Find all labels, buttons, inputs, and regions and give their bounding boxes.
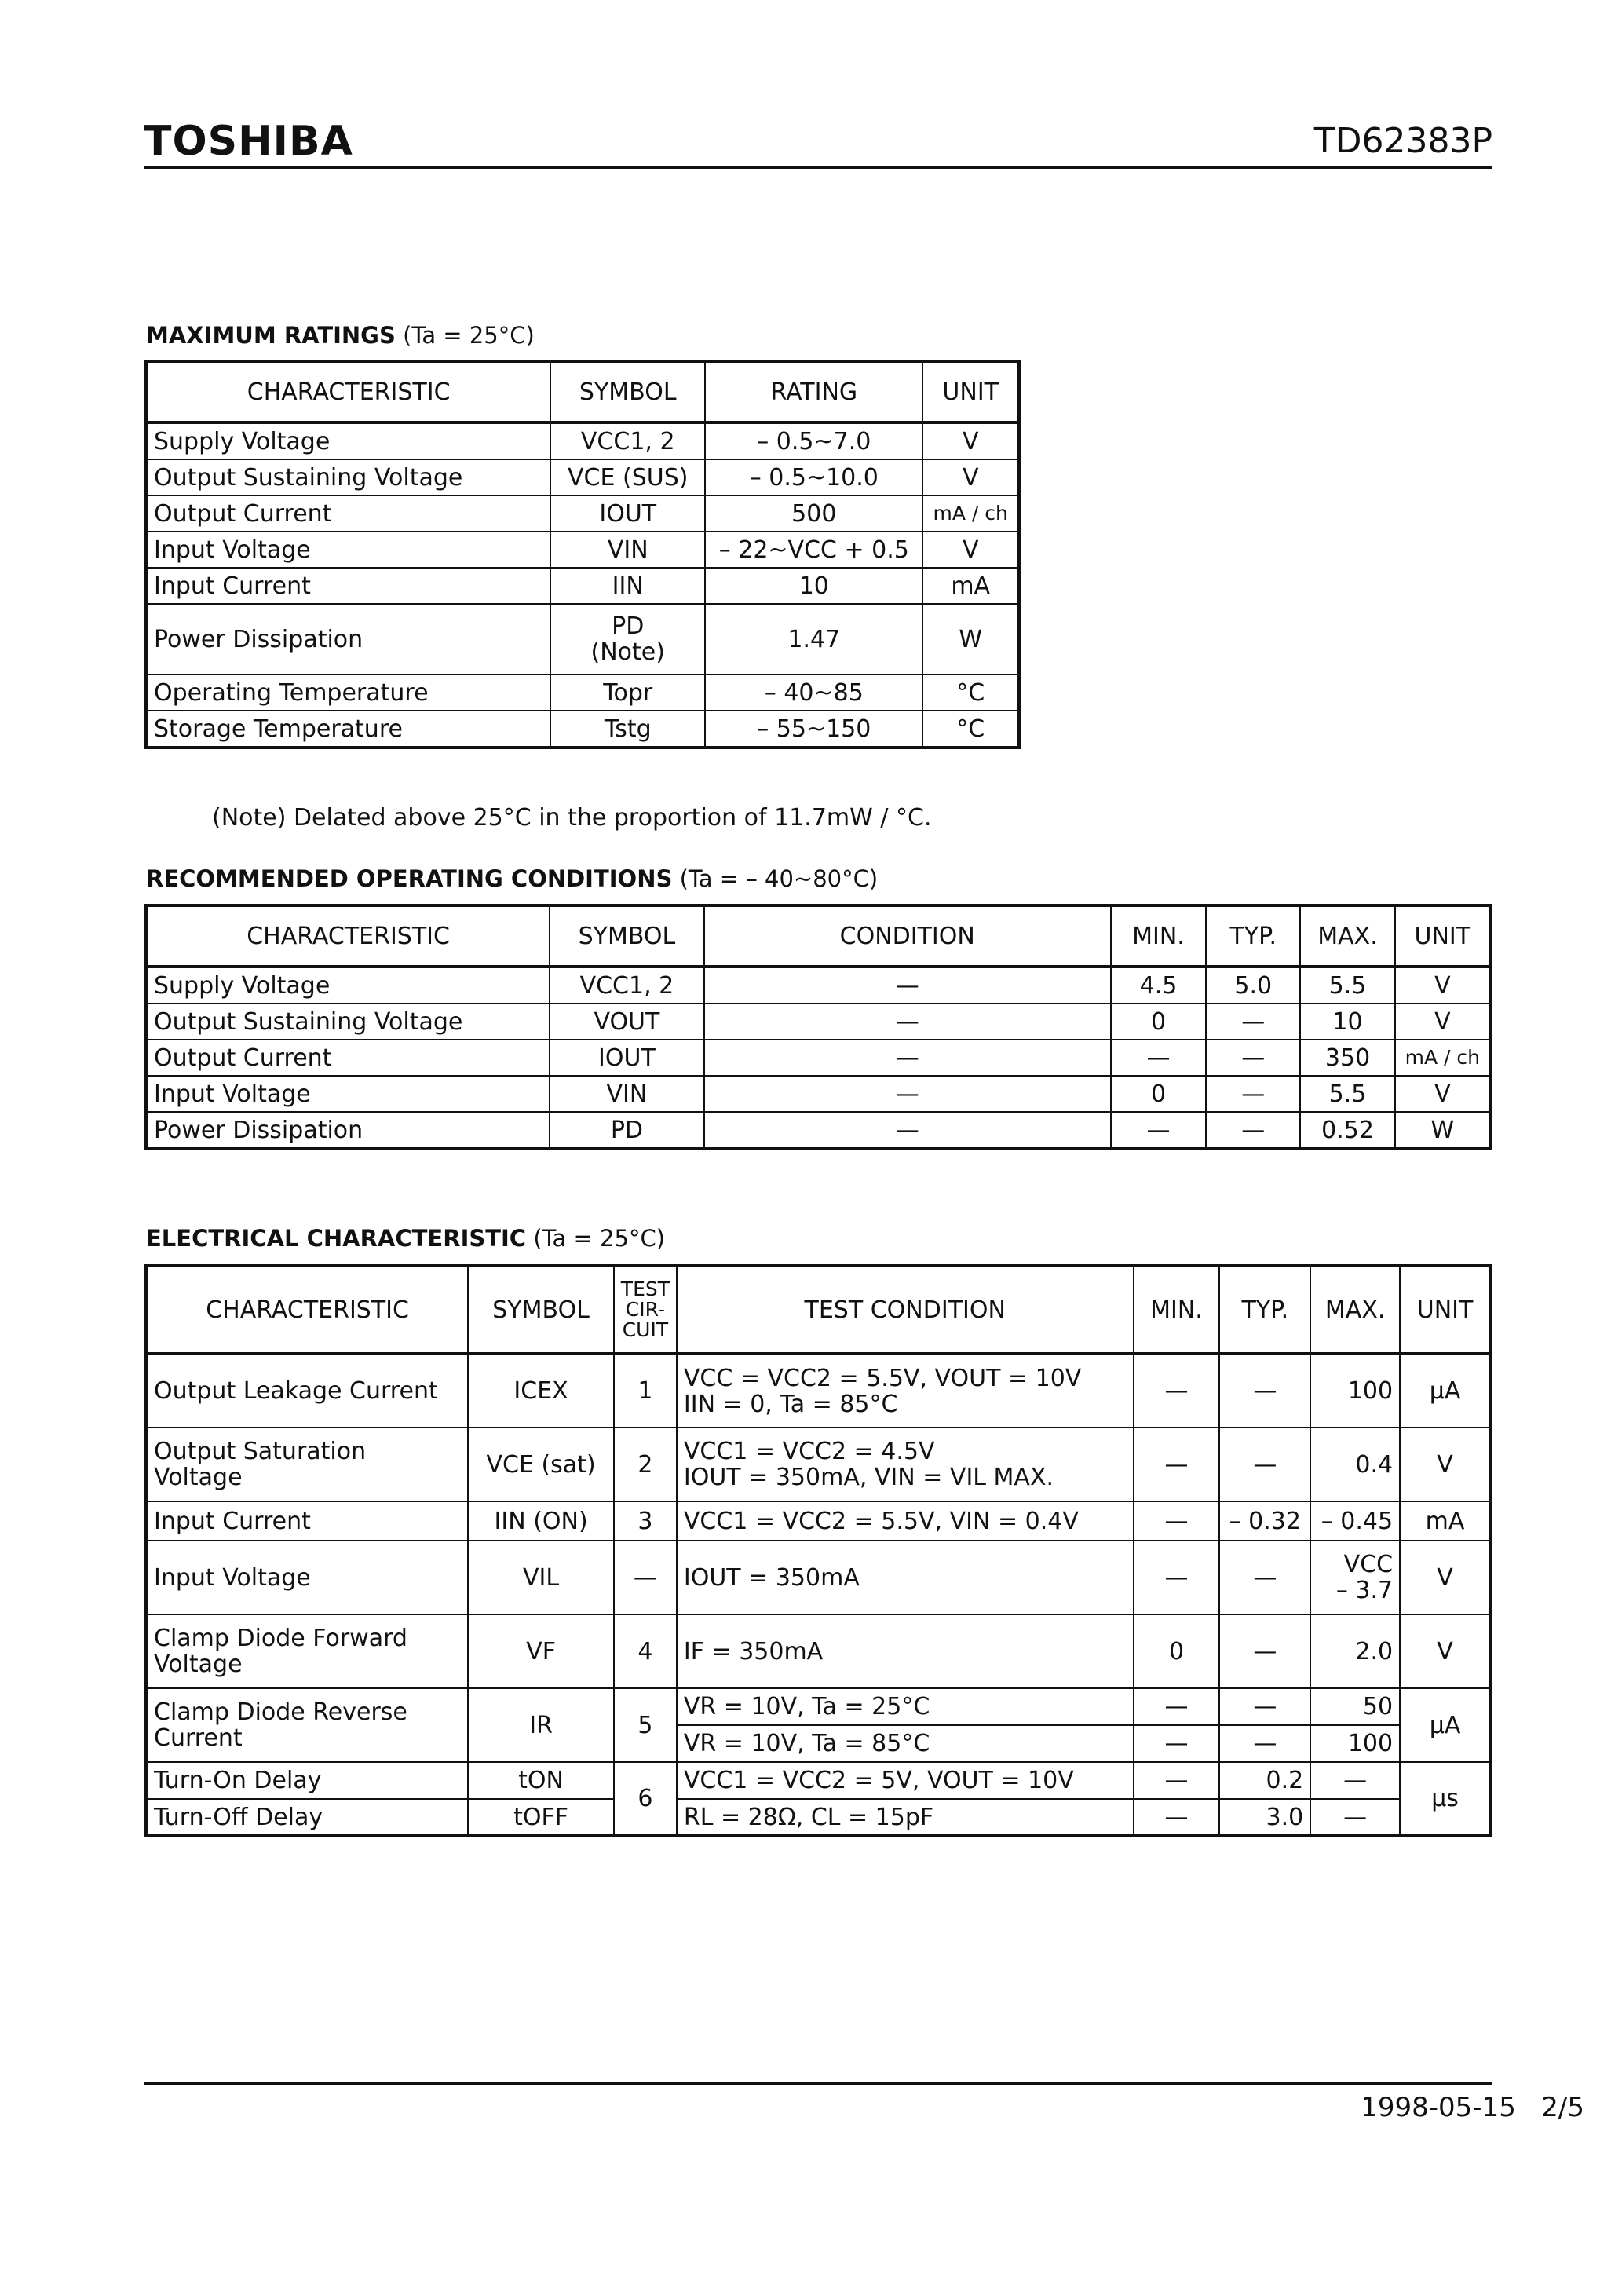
recommended-conditions-table: CHARACTERISTIC SYMBOL CONDITION MIN. TYP. MAX. UNIT Supply Voltage VCC1, 2 — 4.5 5.0 5.5 V Output Sustaining Voltage VOUT — 0 — 10 V Output Current IOUT — — — 350 mA / ch Input Voltage VIN — 0 — 5.5 V Power Dissipation PD — — — 0.52 W bbox=[144, 904, 1492, 1150]
col-symbol: SYMBOL bbox=[550, 361, 705, 422]
table-row: Clamp Diode Forward Voltage VF 4 IF = 350mA 0 — 2.0 V bbox=[146, 1614, 1491, 1688]
page-header bbox=[144, 118, 1492, 169]
table-row: Output Leakage Current ICEX 1 VCC = VCC2 = 5.5V, VOUT = 10V IIN = 0, Ta = 85°C — — 100 μA bbox=[146, 1354, 1491, 1428]
table-row: Output Saturation Voltage VCE (sat) 2 VCC1 = VCC2 = 4.5V IOUT = 350mA, VIN = VIL MAX. — — 0.4 V bbox=[146, 1428, 1491, 1501]
col-rating: RATING bbox=[705, 361, 922, 422]
table-row: Turn-On Delay tON 6 VCC1 = VCC2 = 5V, VOUT = 10V — 0.2 — μs bbox=[146, 1762, 1491, 1799]
toshiba-logo: TOSHIBA bbox=[144, 118, 353, 165]
footer-date-page: 1998-05-15 2/5 bbox=[1361, 2092, 1584, 2123]
col-unit: UNIT bbox=[922, 361, 1019, 422]
table-row: Input Voltage VIL — IOUT = 350mA — — VCC – 3.7 V bbox=[146, 1541, 1491, 1614]
max-ratings-table bbox=[144, 360, 1021, 749]
electrical-characteristic-table: CHARACTERISTIC SYMBOL TEST CIR-CUIT TEST CONDITION MIN. TYP. MAX. UNIT Output Leakage Current ICEX 1 VCC = VCC2 = 5.5V, VOUT = 10V IIN = 0, Ta = 85°C — — 100 μA Output Saturation Voltage VCE (sat) 2 VCC1 = VCC2 = 4.5V IOUT = 350mA, VIN = VIL MAX. — — 0.4 V Input Current IIN (ON) 3 VCC1 = VCC2 = 5.5V, VIN = 0.4V — – 0.32 – 0.45 mA Input Voltage VIL — IOUT = 350mA — — VCC – 3.7 V Clamp Diode Forward Voltage VF 4 IF = 350mA 0 — 2.0 V Clamp Diode Reverse Current IR 5 VR = 10V, Ta = 25°C — — 50 μA VR = 10V, Ta = 85°C — — 100 Turn-On Delay tON 6 VCC1 = VCC2 = 5V, VOUT = 10V — 0.2 — μs Turn-Off Delay tOFF RL = 28Ω, CL = 15pF — 3.0 — bbox=[144, 1264, 1492, 1837]
section-title-recommended: RECOMMENDED OPERATING CONDITIONS (Ta = – 40~80°C) bbox=[146, 865, 879, 892]
table-row: Supply Voltage VCC1, 2 – 0.5~7.0 V bbox=[146, 422, 1019, 459]
footer-rule bbox=[144, 2082, 1492, 2085]
table-row: Supply Voltage VCC1, 2 — 4.5 5.0 5.5 V bbox=[146, 967, 1491, 1004]
table-row: VR = 10V, Ta = 85°C — — 100 bbox=[146, 1725, 1491, 1762]
power-dissipation-note: (Note) Delated above 25°C in the proportion of 11.7mW / °C. bbox=[212, 804, 932, 832]
table-row: Output Sustaining Voltage VOUT — 0 — 10 V bbox=[146, 1004, 1491, 1040]
table-row: Input Current IIN (ON) 3 VCC1 = VCC2 = 5.5V, VIN = 0.4V — – 0.32 – 0.45 mA bbox=[146, 1501, 1491, 1541]
table-row: Power Dissipation PD — — — 0.52 W bbox=[146, 1112, 1491, 1149]
table-row: Output Sustaining Voltage VCE (SUS) – 0.5~10.0 V bbox=[146, 459, 1019, 495]
table-row: Power Dissipation PD (Note) 1.47 W bbox=[146, 604, 1019, 675]
table-row: Clamp Diode Reverse Current IR 5 VR = 10V, Ta = 25°C — — 50 μA bbox=[146, 1688, 1491, 1725]
table-row: Operating Temperature Topr – 40~85 °C bbox=[146, 675, 1019, 711]
table-row: Turn-Off Delay tOFF RL = 28Ω, CL = 15pF — 3.0 — bbox=[146, 1799, 1491, 1836]
table-row: Storage Temperature Tstg – 55~150 °C bbox=[146, 711, 1019, 748]
table-row: Output Current IOUT — — — 350 mA / ch bbox=[146, 1040, 1491, 1076]
table-row: Output Current IOUT 500 mA / ch bbox=[146, 495, 1019, 532]
col-characteristic: CHARACTERISTIC bbox=[146, 361, 550, 422]
section-title-max-ratings: MAXIMUM RATINGS (Ta = 25°C) bbox=[146, 322, 535, 349]
section-title-electrical: ELECTRICAL CHARACTERISTIC (Ta = 25°C) bbox=[146, 1225, 666, 1252]
part-number: TD62383P bbox=[1313, 121, 1492, 161]
table-row: Input Voltage VIN — 0 — 5.5 V bbox=[146, 1076, 1491, 1112]
table-row: Input Voltage VIN – 22~VCC + 0.5 V bbox=[146, 532, 1019, 568]
table-row: Input Current IIN 10 mA bbox=[146, 568, 1019, 604]
